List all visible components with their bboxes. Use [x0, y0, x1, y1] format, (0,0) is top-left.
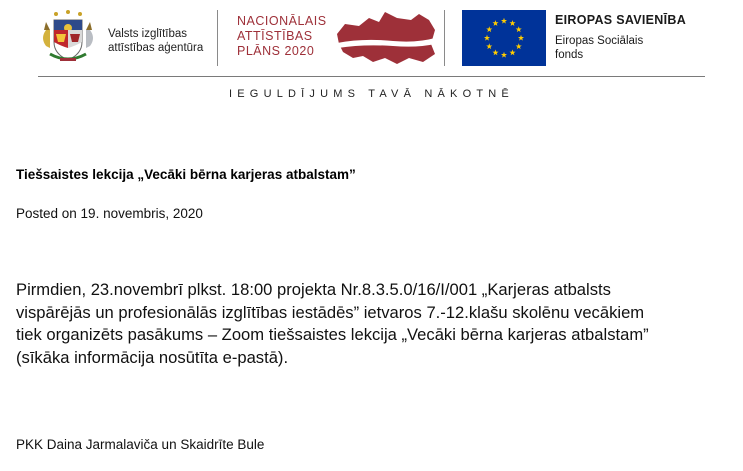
latvia-map-icon — [333, 10, 439, 66]
body-line: (sīkāka informācija nosūtīta e-pastā). — [16, 347, 289, 367]
body-line: vispārējās un profesionālās izglītības iestādēs” ietvaros 7.-12.klašu skolēnu vecākiem — [16, 302, 645, 322]
eu-flag-icon — [462, 10, 546, 66]
article-title: Tiešsaistes lekcija „Vecāki bērna karjeras atbalstam” — [16, 167, 356, 182]
divider — [444, 10, 445, 66]
esf-name: Eiropas Sociālais fonds — [555, 35, 644, 61]
signature: PKK Daina Jarmalaviča un Skaidrīte Bule — [16, 437, 265, 452]
body-line: tiek organizēts pasākums – Zoom tiešsaistes lekcija „Vecāki bērna karjeras atbalstam” — [16, 325, 649, 344]
divider — [217, 10, 218, 66]
latvian-coat-of-arms-icon — [36, 8, 100, 66]
body-line: Pirmdien, 23.novembrī plkst. 18:00 projekta Nr.8.3.5.0/16/I/001 „Karjeras atbalsts — [16, 280, 611, 299]
article-body — [16, 279, 736, 369]
eu-title: EIROPAS SAVIENĪBA — [555, 13, 687, 27]
tagline: IEGULDĪJUMS TAVĀ NĀKOTNĒ — [229, 88, 514, 100]
nap-logo-text: NACIONĀLAIS ATTĪSTĪBAS PLĀNS 2020 — [237, 14, 327, 58]
posted-date: Posted on 19. novembris, 2020 — [16, 206, 203, 221]
agency-name: Valsts izglītības attīstības aģentūra — [108, 28, 204, 54]
header-rule — [38, 76, 705, 77]
header-banner — [0, 0, 743, 110]
